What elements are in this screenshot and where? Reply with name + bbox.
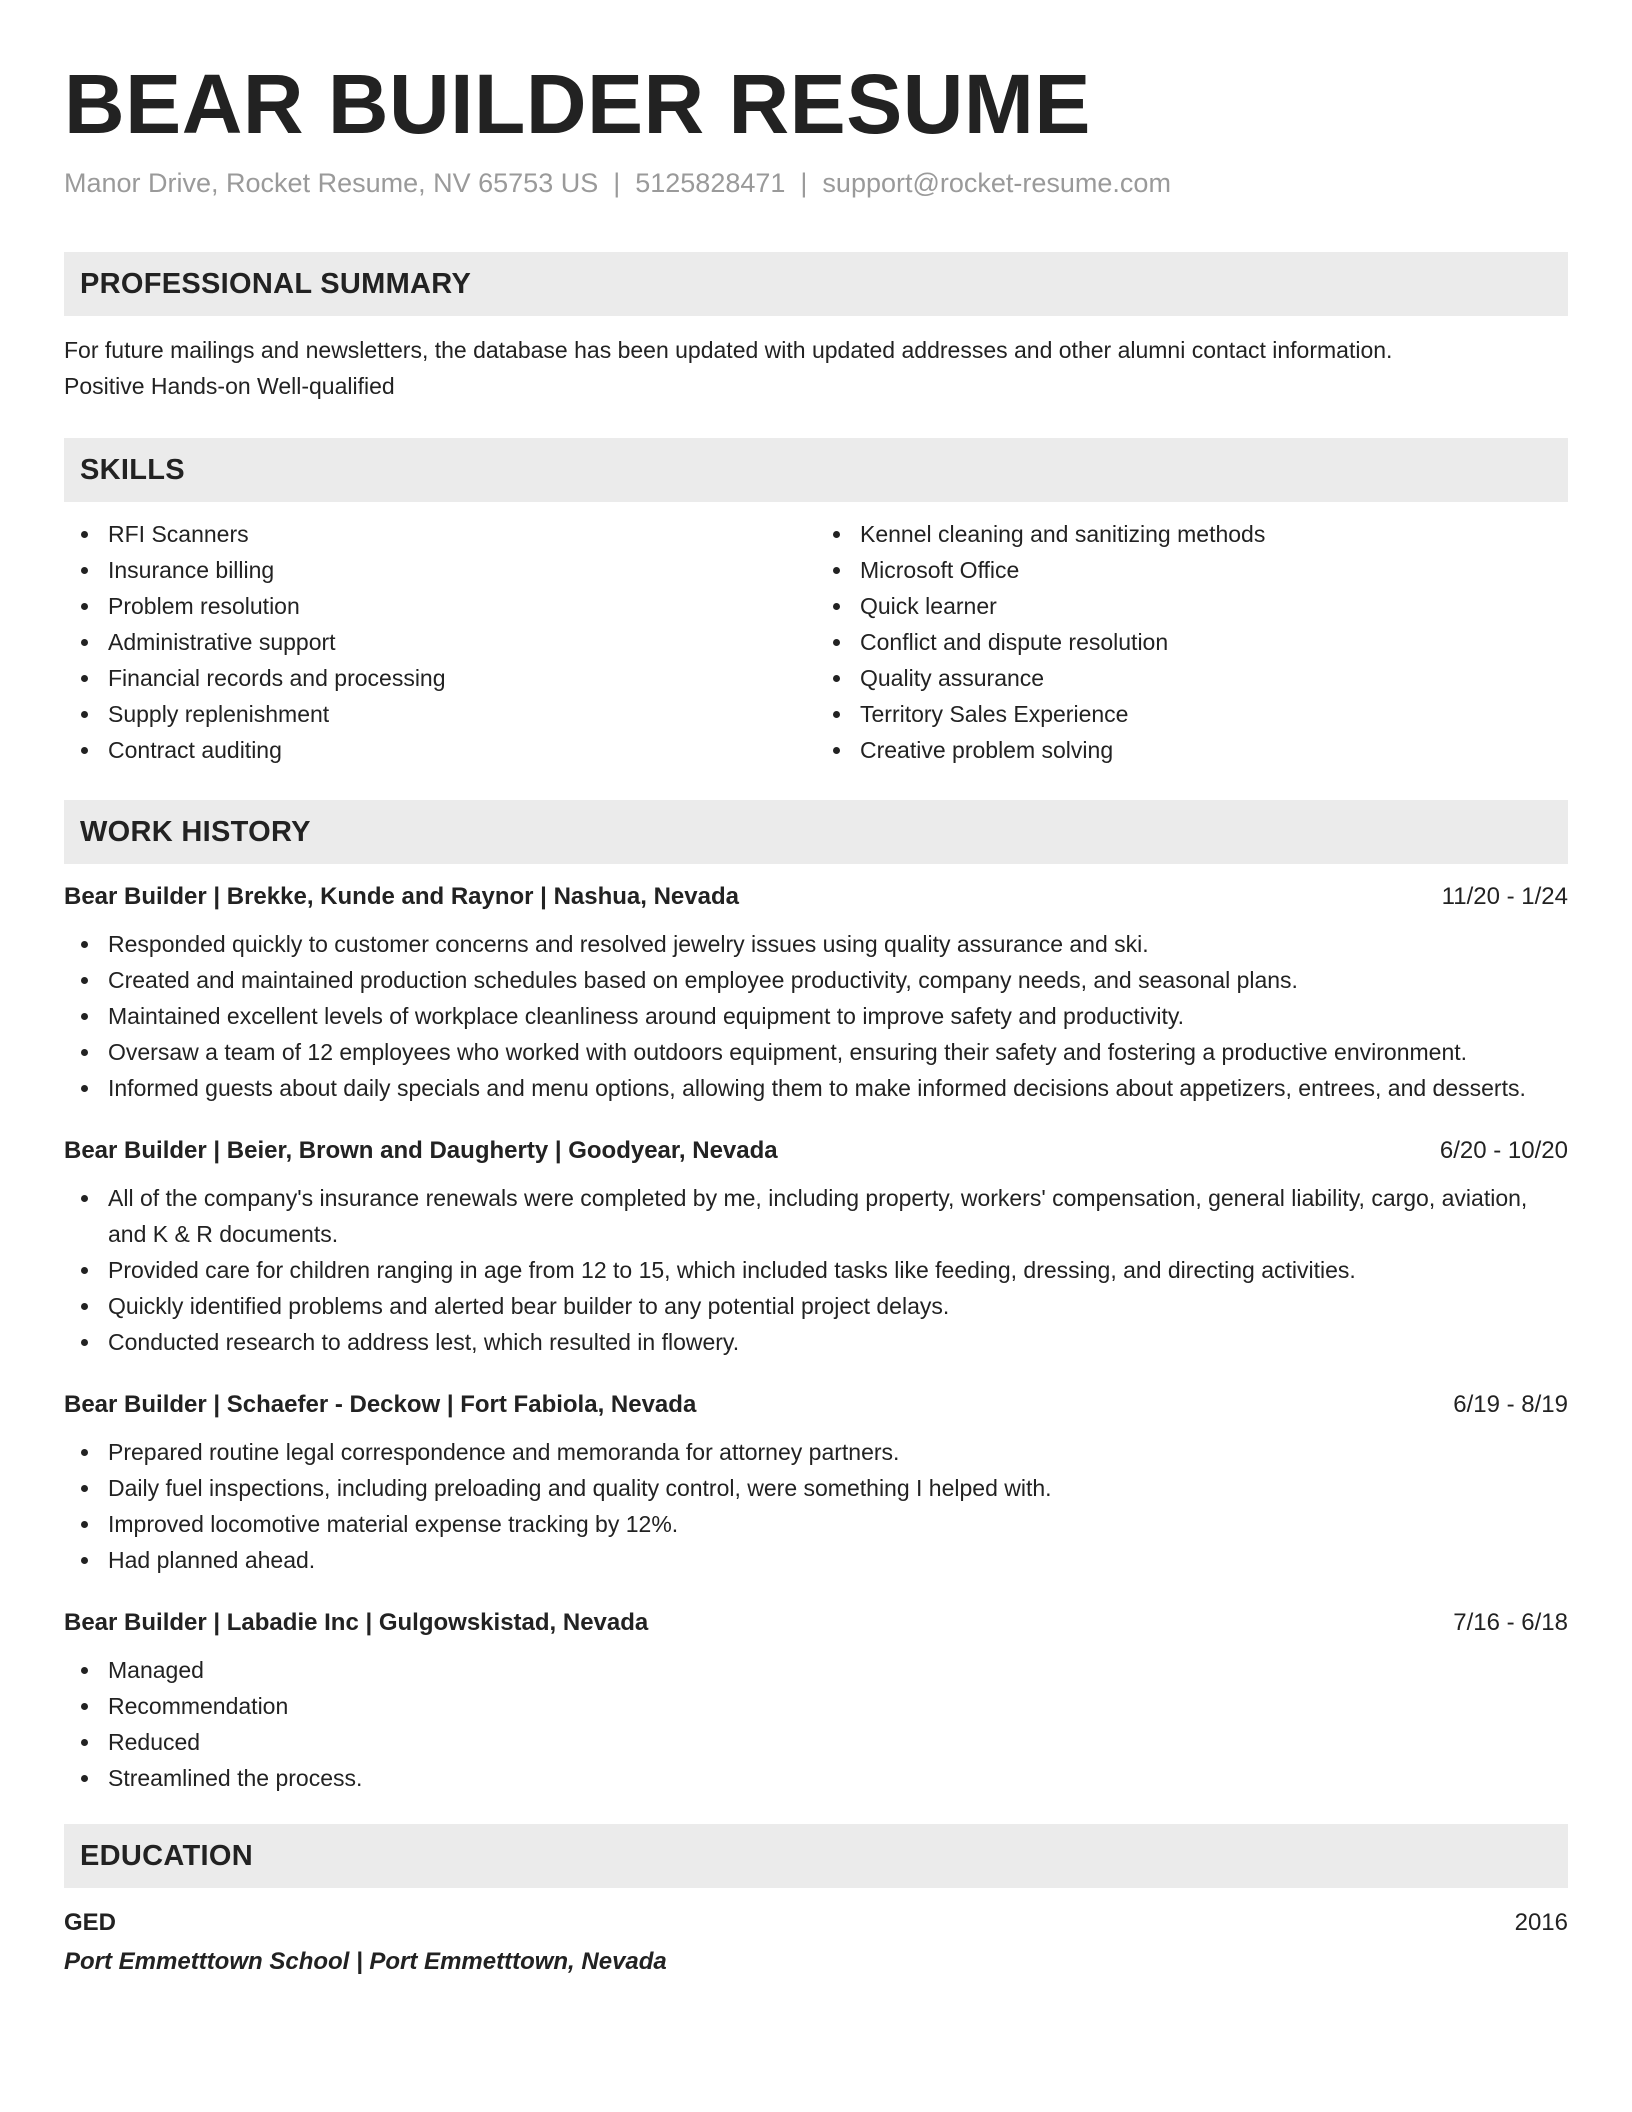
job-header bbox=[64, 1388, 1568, 1422]
job-entry bbox=[64, 1134, 1568, 1360]
summary-line: For future mailings and newsletters, the database has been updated with updated addresses and other alumni contact information. bbox=[64, 337, 1393, 363]
contact-separator: | bbox=[613, 168, 621, 198]
section-header-summary: PROFESSIONAL SUMMARY bbox=[64, 252, 1568, 316]
contact-separator: | bbox=[800, 168, 808, 198]
education-degree: GED bbox=[64, 1909, 117, 1936]
skill-item: Quick learner bbox=[860, 588, 1568, 624]
job-bullet: Recommendation bbox=[108, 1688, 1568, 1724]
summary-text bbox=[64, 332, 1568, 404]
skills-column-left bbox=[64, 516, 816, 768]
skill-item: RFI Scanners bbox=[108, 516, 816, 552]
contact-line bbox=[64, 166, 1568, 200]
skills-list bbox=[64, 516, 1568, 768]
job-bullet: Improved locomotive material expense tracking by 12%. bbox=[108, 1506, 1568, 1542]
skill-item: Problem resolution bbox=[108, 588, 816, 624]
skill-item: Territory Sales Experience bbox=[860, 696, 1568, 732]
job-entry bbox=[64, 1606, 1568, 1796]
job-bullet: Managed bbox=[108, 1652, 1568, 1688]
job-bullets bbox=[64, 1180, 1568, 1360]
education-year: 2016 bbox=[1514, 1909, 1568, 1936]
job-dates: 6/19 - 8/19 bbox=[1453, 1391, 1568, 1418]
skill-item: Supply replenishment bbox=[108, 696, 816, 732]
job-dates: 6/20 - 10/20 bbox=[1439, 1137, 1568, 1164]
job-bullet: Quickly identified problems and alerted bear builder to any potential project delays. bbox=[108, 1288, 1568, 1324]
job-header bbox=[64, 1606, 1568, 1640]
contact-address: Manor Drive, Rocket Resume, NV 65753 US bbox=[64, 168, 599, 198]
contact-email: support@rocket-resume.com bbox=[822, 168, 1171, 198]
contact-phone: 5125828471 bbox=[635, 168, 786, 198]
skill-item: Creative problem solving bbox=[860, 732, 1568, 768]
job-bullet: All of the company's insurance renewals were completed by me, including property, workers' compensation, general liability, cargo, aviation, and K & R documents. bbox=[108, 1180, 1568, 1252]
summary-keywords: Positive Hands-on Well-qualified bbox=[64, 373, 395, 399]
job-bullet: Informed guests about daily specials and menu options, allowing them to make informed decisions about appetizers, entrees, and desserts. bbox=[108, 1070, 1568, 1106]
job-bullet: Reduced bbox=[108, 1724, 1568, 1760]
education-header bbox=[64, 1906, 1568, 1940]
job-title: Bear Builder | Beier, Brown and Daugherty | Goodyear, Nevada bbox=[64, 1137, 778, 1164]
job-header bbox=[64, 880, 1568, 914]
skill-item: Conflict and dispute resolution bbox=[860, 624, 1568, 660]
skills-column-right bbox=[816, 516, 1568, 768]
skill-item: Quality assurance bbox=[860, 660, 1568, 696]
skill-item: Insurance billing bbox=[108, 552, 816, 588]
job-dates: 7/16 - 6/18 bbox=[1453, 1609, 1568, 1636]
job-bullets bbox=[64, 926, 1568, 1106]
job-title: Bear Builder | Brekke, Kunde and Raynor | Nashua, Nevada bbox=[64, 883, 739, 910]
job-dates: 11/20 - 1/24 bbox=[1441, 883, 1568, 910]
job-bullets bbox=[64, 1652, 1568, 1796]
resume-title: BEAR BUILDER RESUME bbox=[64, 57, 1091, 151]
skill-item: Kennel cleaning and sanitizing methods bbox=[860, 516, 1568, 552]
job-title: Bear Builder | Schaefer - Deckow | Fort Fabiola, Nevada bbox=[64, 1391, 697, 1418]
job-header bbox=[64, 1134, 1568, 1168]
job-bullet: Daily fuel inspections, including preloading and quality control, were something I helped with. bbox=[108, 1470, 1568, 1506]
skill-item: Contract auditing bbox=[108, 732, 816, 768]
job-bullet: Streamlined the process. bbox=[108, 1760, 1568, 1796]
section-header-skills: SKILLS bbox=[64, 438, 1568, 502]
skill-item: Microsoft Office bbox=[860, 552, 1568, 588]
job-entry bbox=[64, 1388, 1568, 1578]
job-bullet: Provided care for children ranging in age from 12 to 15, which included tasks like feeding, dressing, and directing activities. bbox=[108, 1252, 1568, 1288]
section-header-education: EDUCATION bbox=[64, 1824, 1568, 1888]
job-bullet: Conducted research to address lest, which resulted in flowery. bbox=[108, 1324, 1568, 1360]
job-entry bbox=[64, 880, 1568, 1106]
skill-item: Administrative support bbox=[108, 624, 816, 660]
job-bullet: Oversaw a team of 12 employees who worked with outdoors equipment, ensuring their safety and fostering a productive environment. bbox=[108, 1034, 1568, 1070]
education-school: Port Emmetttown School | Port Emmetttown, Nevada bbox=[64, 1948, 667, 1975]
job-bullets bbox=[64, 1434, 1568, 1578]
job-bullet: Had planned ahead. bbox=[108, 1542, 1568, 1578]
job-title: Bear Builder | Labadie Inc | Gulgowskistad, Nevada bbox=[64, 1609, 649, 1636]
section-header-work-history: WORK HISTORY bbox=[64, 800, 1568, 864]
job-bullet: Responded quickly to customer concerns and resolved jewelry issues using quality assurance and ski. bbox=[108, 926, 1568, 962]
job-bullet: Created and maintained production schedules based on employee productivity, company needs, and seasonal plans. bbox=[108, 962, 1568, 998]
job-bullet: Maintained excellent levels of workplace cleanliness around equipment to improve safety and productivity. bbox=[108, 998, 1568, 1034]
job-bullet: Prepared routine legal correspondence and memoranda for attorney partners. bbox=[108, 1434, 1568, 1470]
skill-item: Financial records and processing bbox=[108, 660, 816, 696]
